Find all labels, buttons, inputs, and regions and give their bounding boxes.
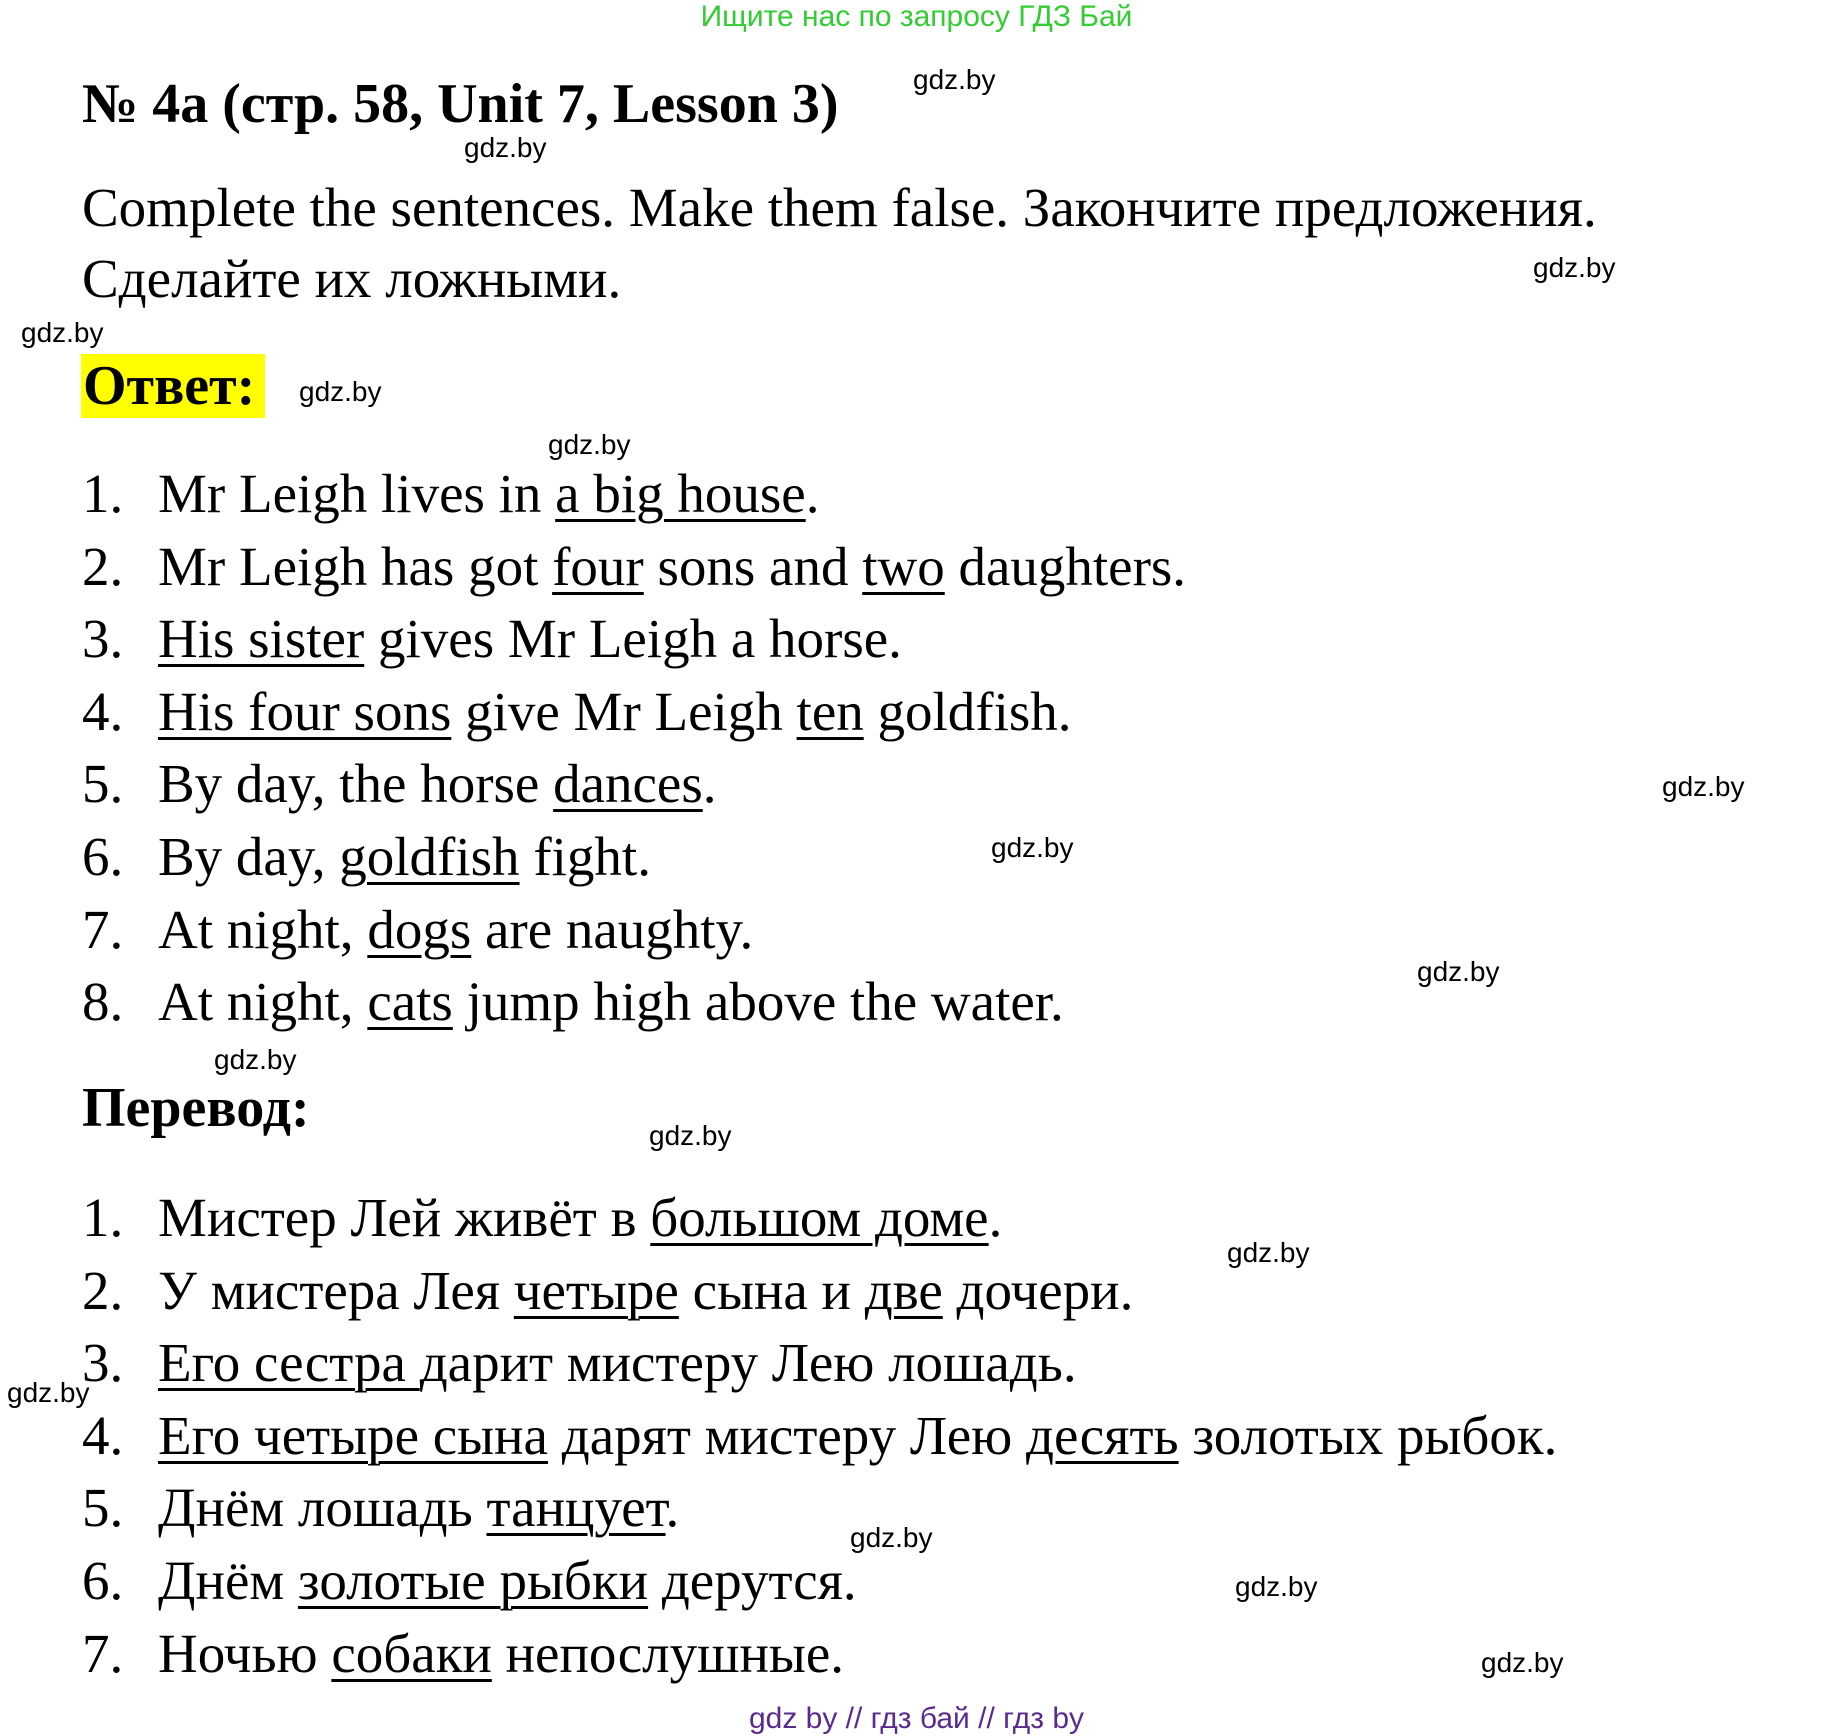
item-number: 7. (82, 1622, 124, 1684)
translation-item (82, 1183, 1002, 1253)
watermark: gdz.by (548, 429, 631, 460)
watermark: gdz.by (1662, 771, 1745, 802)
item-number: 5. (82, 753, 124, 815)
underlined-answer: большом доме (650, 1187, 989, 1248)
answer-item (82, 967, 1064, 1037)
footer-links: gdz by // гдз бай // гдз by (748, 1702, 1085, 1735)
underlined-answer: две (864, 1259, 943, 1321)
underlined-answer: четыре (513, 1259, 679, 1321)
underlined-answer: собаки (331, 1622, 492, 1684)
sentence-text: At night, (158, 971, 368, 1033)
search-hint-banner: Ищите нас по запросу ГДЗ Бай (700, 0, 1133, 33)
sentence-text: дерутся. (648, 1550, 857, 1611)
watermark: gdz.by (1417, 956, 1500, 987)
underlined-answer: a big house (555, 463, 806, 524)
underlined-answer: His sister (158, 608, 365, 670)
answer-item (82, 895, 753, 965)
sentence-text: дарит мистеру Лею лошадь. (419, 1332, 1077, 1394)
item-number: 2. (82, 535, 124, 597)
underlined-answer: Его четыре сына (158, 1404, 548, 1466)
sentence-text: gives Mr Leigh a horse. (364, 608, 902, 670)
sentence-text: Днём лошадь (158, 1477, 487, 1539)
sentence-text: daughters. (944, 535, 1187, 597)
watermark: gdz.by (1227, 1237, 1310, 1268)
sentence-text: jump high above the water. (452, 971, 1064, 1033)
item-number: 3. (82, 1332, 124, 1394)
item-number: 6. (82, 1550, 124, 1611)
sentence-text: Днём (158, 1550, 298, 1611)
sentence-text: are naughty. (471, 898, 754, 960)
sentence-text: Мистер Лей живёт в (158, 1187, 651, 1248)
item-number: 1. (82, 463, 124, 524)
sentence-text: Mr Leigh has got (158, 535, 553, 597)
item-number: 1. (82, 1187, 124, 1248)
watermark: gdz.by (1481, 1647, 1564, 1678)
sentence-text: fight. (519, 826, 651, 887)
sentence-text: сына и (678, 1259, 865, 1321)
underlined-answer: танцует (486, 1477, 666, 1539)
watermark: gdz.by (299, 376, 382, 407)
watermark: gdz.by (850, 1522, 933, 1553)
translation-item (82, 1401, 1557, 1471)
underlined-answer: goldfish (339, 826, 520, 887)
underlined-answer: золотые рыбки (297, 1550, 649, 1611)
sentence-text: goldfish. (863, 680, 1072, 742)
sentence-text: Mr Leigh lives in (158, 463, 556, 524)
item-number: 4. (82, 1404, 124, 1466)
watermark: gdz.by (21, 317, 104, 348)
instruction-line: Сделайте их ложными. (82, 248, 622, 309)
answer-item (82, 749, 717, 819)
translation-item (82, 1546, 857, 1616)
sentence-text: sons and (643, 535, 863, 597)
underlined-answer: Его сестра (158, 1332, 420, 1394)
answer-heading: Ответ: (81, 354, 265, 418)
watermark: gdz.by (913, 64, 996, 95)
watermark: gdz.by (991, 832, 1074, 863)
item-number: 3. (82, 608, 124, 670)
sentence-text: . (665, 1477, 680, 1539)
underlined-answer: десять (1026, 1404, 1179, 1466)
underlined-answer: dances (553, 753, 703, 815)
answer-item (82, 604, 902, 674)
sentence-text: дочери. (942, 1259, 1134, 1321)
sentence-text: . (702, 753, 717, 815)
underlined-answer: two (862, 535, 945, 597)
translation-item (82, 1256, 1133, 1326)
item-number: 2. (82, 1259, 124, 1321)
watermark: gdz.by (464, 132, 547, 163)
sentence-text: непослушные. (491, 1622, 845, 1684)
sentence-text: золотых рыбок. (1178, 1404, 1558, 1466)
sentence-text: . (988, 1187, 1003, 1248)
translation-item (82, 1328, 1077, 1398)
underlined-answer: ten (796, 680, 864, 742)
item-number: 4. (82, 680, 124, 742)
watermark: gdz.by (1533, 252, 1616, 283)
sentence-text: . (805, 463, 820, 524)
item-number: 7. (82, 898, 124, 960)
underlined-answer: four (552, 535, 644, 597)
item-number: 6. (82, 826, 124, 887)
sentence-text: дарят мистеру Лею (547, 1404, 1026, 1466)
answer-item (82, 822, 651, 892)
sentence-text: Ночью (158, 1622, 332, 1684)
item-number: 5. (82, 1477, 124, 1539)
watermark: gdz.by (7, 1377, 90, 1408)
underlined-answer: His four sons (158, 680, 452, 742)
watermark: gdz.by (214, 1044, 297, 1075)
watermark: gdz.by (649, 1120, 732, 1151)
sentence-text: By day, the horse (158, 753, 554, 815)
item-number: 8. (82, 971, 124, 1033)
answer-item (82, 532, 1186, 602)
underlined-answer: dogs (367, 898, 472, 960)
translation-item (82, 1619, 844, 1689)
translation-item (82, 1473, 679, 1543)
answer-item (82, 459, 819, 529)
page-title: № 4a (стр. 58, Unit 7, Lesson 3) (82, 73, 839, 135)
sentence-text: У мистера Лея (158, 1259, 514, 1321)
watermark: gdz.by (1235, 1571, 1318, 1602)
sentence-text: At night, (158, 898, 368, 960)
instruction-line: Complete the sentences. Make them false. Закончите предложения. (82, 177, 1597, 238)
sentence-text: give Mr Leigh (451, 680, 797, 742)
sentence-text: By day, (158, 826, 340, 887)
underlined-answer: cats (367, 971, 453, 1033)
answer-item (82, 677, 1072, 747)
translation-heading: Перевод: (82, 1077, 310, 1139)
